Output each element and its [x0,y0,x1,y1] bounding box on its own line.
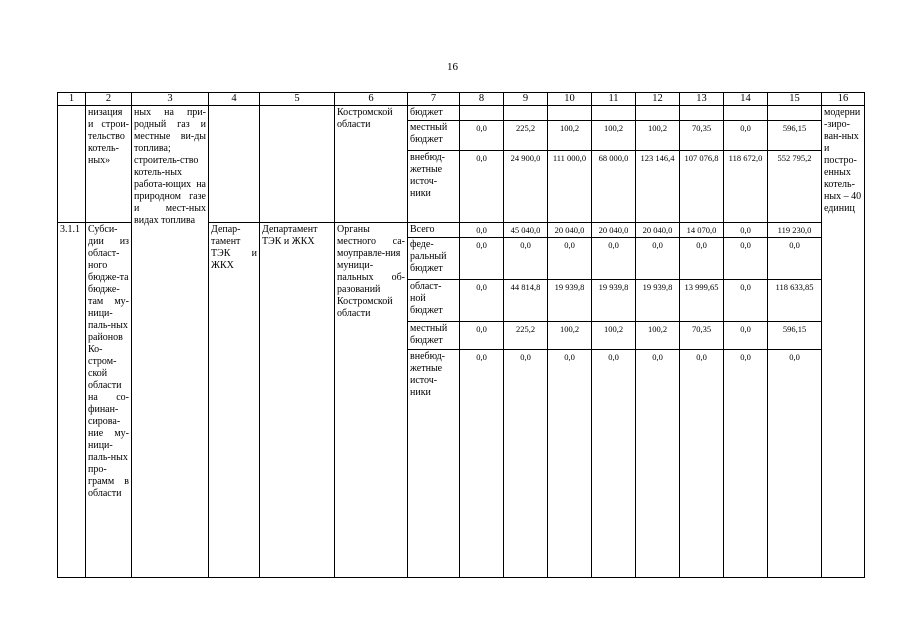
cell-value: 100,2 [636,121,680,151]
header-cell: 13 [680,93,724,106]
cell-value: 0,0 [724,322,768,350]
cell-value: 0,0 [592,238,636,280]
cell-value: 0,0 [548,238,592,280]
header-cell: 14 [724,93,768,106]
cell-value: 70,35 [680,121,724,151]
cell-value: 0,0 [768,350,822,578]
cell-value: 0,0 [460,280,504,322]
header-cell: 6 [335,93,408,106]
cell-name: Субси-дии из област-ного бюдже-та бюдже-там му-ници-паль-ных районов Ко-стром-ской области на со-финан-сирова-ние му-ници-паль-ных про-грамм в области [86,223,132,578]
cell-value [548,106,592,121]
cell-value: 100,2 [636,322,680,350]
cell-value [592,106,636,121]
cell-value: 0,0 [768,238,822,280]
page-number: 16 [447,61,458,73]
cell-value: 0,0 [504,350,548,578]
cell-executor: Департамент ТЭК и ЖКХ [260,223,335,578]
cell-value: 20 040,0 [592,223,636,238]
cell-indicator: модерни-зиро-ван-ных и постро-енных котель-ных – 40 единиц [822,106,865,578]
cell-value: 0,0 [504,238,548,280]
cell-value: 0,0 [636,350,680,578]
cell-value: 20 040,0 [548,223,592,238]
cell-value: 0,0 [680,238,724,280]
cell-value: 0,0 [548,350,592,578]
cell-value: 68 000,0 [592,151,636,223]
cell-source: област-ной бюджет [408,280,460,322]
budget-table [57,92,865,578]
cell-value [504,106,548,121]
cell-value: 0,0 [460,121,504,151]
cell-name: низация и строи-тельство котель-ных» [86,106,132,223]
header-cell: 10 [548,93,592,106]
cell-value [680,106,724,121]
header-cell: 7 [408,93,460,106]
cell-value: 118 672,0 [724,151,768,223]
cell-code [58,106,86,223]
header-cell: 3 [132,93,209,106]
cell-participants: Органы местного са-моуправле-ния муници-пальных об-разований Костромской области [335,223,408,578]
cell-value: 0,0 [724,223,768,238]
cell-value: 111 000,0 [548,151,592,223]
cell-value: 552 795,2 [768,151,822,223]
cell-code: 3.1.1 [58,223,86,578]
cell-value: 0,0 [724,238,768,280]
cell-value: 0,0 [724,121,768,151]
cell-value: 0,0 [636,238,680,280]
cell-value [724,106,768,121]
cell-value: 70,35 [680,322,724,350]
cell-value: 13 999,65 [680,280,724,322]
header-cell: 5 [260,93,335,106]
header-cell: 16 [822,93,865,106]
cell-value: 14 070,0 [680,223,724,238]
cell-executor [260,106,335,223]
cell-value: 118 633,85 [768,280,822,322]
header-cell: 1 [58,93,86,106]
table-row [58,106,865,121]
cell-value: 20 040,0 [636,223,680,238]
cell-source: феде-ральный бюджет [408,238,460,280]
cell-value: 107 076,8 [680,151,724,223]
cell-value: 100,2 [548,121,592,151]
header-cell: 4 [209,93,260,106]
header-cell: 15 [768,93,822,106]
cell-value: 0,0 [460,223,504,238]
cell-value: 100,2 [548,322,592,350]
cell-source: внебюд-жетные источ-ники [408,151,460,223]
cell-value: 24 900,0 [504,151,548,223]
cell-responsible [209,106,260,223]
cell-value: 0,0 [724,280,768,322]
cell-value: 596,15 [768,322,822,350]
cell-value: 119 230,0 [768,223,822,238]
cell-value: 19 939,8 [592,280,636,322]
cell-value: 596,15 [768,121,822,151]
cell-value: 44 814,8 [504,280,548,322]
cell-value: 0,0 [460,350,504,578]
cell-value: 225,2 [504,121,548,151]
cell-participants: Костромской области [335,106,408,223]
cell-source: бюджет [408,106,460,121]
cell-value: 225,2 [504,322,548,350]
cell-source: местный бюджет [408,322,460,350]
cell-value: 100,2 [592,121,636,151]
cell-value: 19 939,8 [548,280,592,322]
header-cell: 12 [636,93,680,106]
cell-value: 0,0 [680,350,724,578]
header-cell: 11 [592,93,636,106]
header-row [58,93,865,106]
cell-value: 100,2 [592,322,636,350]
cell-value: 0,0 [460,151,504,223]
cell-value: 0,0 [460,322,504,350]
cell-value: 45 040,0 [504,223,548,238]
cell-activity: ных на при-родный газ и местные ви-ды топлива; строитель-ство котель-ных работа-ющих на природном газе и мест-ных видах топлива [132,106,209,578]
cell-value [768,106,822,121]
cell-source: местный бюджет [408,121,460,151]
cell-value: 0,0 [724,350,768,578]
header-cell: 8 [460,93,504,106]
cell-value: 19 939,8 [636,280,680,322]
cell-value [460,106,504,121]
cell-source: внебюд-жетные источ-ники [408,350,460,578]
cell-source: Всего [408,223,460,238]
header-cell: 2 [86,93,132,106]
cell-value [636,106,680,121]
cell-responsible: Депар-тамент ТЭК и ЖКХ [209,223,260,578]
header-cell: 9 [504,93,548,106]
cell-value: 0,0 [592,350,636,578]
cell-value: 123 146,4 [636,151,680,223]
cell-value: 0,0 [460,238,504,280]
